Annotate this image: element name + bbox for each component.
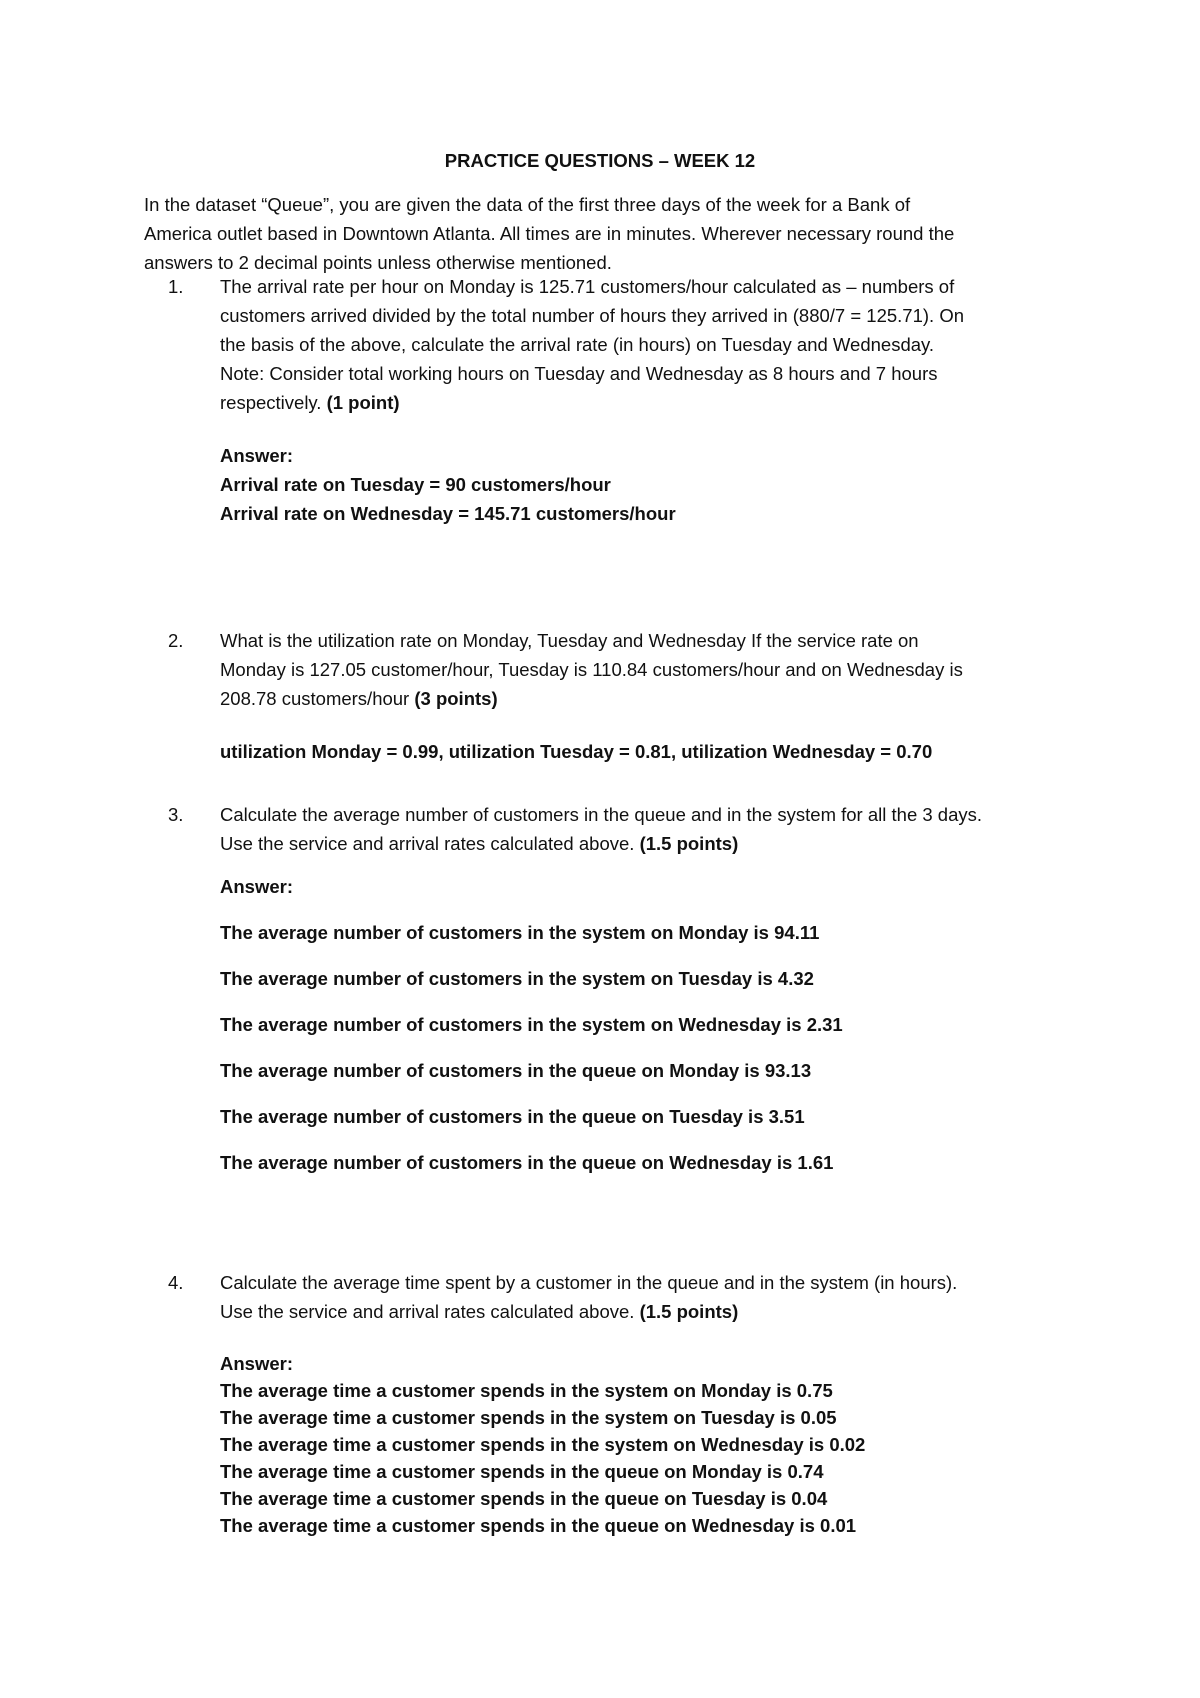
answer-line: Arrival rate on Tuesday = 90 customers/hour bbox=[220, 474, 611, 495]
question-line: Monday is 127.05 customer/hour, Tuesday is 110.84 customers/hour and on Wednesday is bbox=[220, 659, 963, 680]
question-line: Calculate the average time spent by a customer in the queue and in the system (in hours). bbox=[220, 1272, 958, 1293]
intro-paragraph bbox=[144, 190, 1064, 277]
answer-label: Answer: bbox=[220, 1353, 293, 1374]
question-text: Use the service and arrival rates calculated above. bbox=[220, 1301, 640, 1322]
page-title: PRACTICE QUESTIONS – WEEK 12 bbox=[444, 150, 756, 171]
answer-line: The average time a customer spends in the system on Tuesday is 0.05 bbox=[220, 1407, 837, 1428]
answer-label: Answer: bbox=[220, 876, 293, 897]
question-line: Calculate the average number of customers in the queue and in the system for all the 3 days. bbox=[220, 804, 983, 825]
answer-block bbox=[220, 1350, 1070, 1539]
question-body bbox=[220, 1268, 1070, 1539]
question-text: Use the service and arrival rates calculated above. bbox=[220, 833, 640, 854]
answer-block bbox=[220, 872, 1070, 1177]
answer-line: The average time a customer spends in the system on Monday is 0.75 bbox=[220, 1380, 833, 1401]
question-line: What is the utilization rate on Monday, Tuesday and Wednesday If the service rate on bbox=[220, 630, 919, 651]
question-line: the basis of the above, calculate the arrival rate (in hours) on Tuesday and Wednesday. bbox=[220, 334, 935, 355]
answer-line: utilization Monday = 0.99, utilization Tuesday = 0.81, utilization Wednesday = 0.70 bbox=[220, 741, 933, 762]
question-line bbox=[220, 684, 1070, 713]
question-number: 1. bbox=[168, 276, 184, 297]
answer-line: The average time a customer spends in the queue on Monday is 0.74 bbox=[220, 1461, 824, 1482]
answer-line: Arrival rate on Wednesday = 145.71 customers/hour bbox=[220, 503, 676, 524]
answer-line: The average number of customers in the queue on Monday is 93.13 bbox=[220, 1060, 812, 1081]
points-label: (1.5 points) bbox=[639, 833, 739, 854]
question-number: 2. bbox=[168, 630, 184, 651]
answer-line: The average time a customer spends in the queue on Wednesday is 0.01 bbox=[220, 1515, 857, 1536]
answer-line: The average number of customers in the system on Tuesday is 4.32 bbox=[220, 968, 814, 989]
answer-label: Answer: bbox=[220, 445, 293, 466]
question-line: Note: Consider total working hours on Tuesday and Wednesday as 8 hours and 7 hours bbox=[220, 363, 938, 384]
question-line bbox=[220, 1297, 1070, 1326]
question-line bbox=[220, 388, 1070, 417]
question-body bbox=[220, 800, 1070, 1194]
question-number: 3. bbox=[168, 804, 184, 825]
question-body bbox=[220, 272, 1070, 528]
answer-line: The average number of customers in the queue on Wednesday is 1.61 bbox=[220, 1152, 834, 1173]
answer-line: The average number of customers in the queue on Tuesday is 3.51 bbox=[220, 1106, 805, 1127]
question-body bbox=[220, 626, 1070, 766]
answer-line: The average number of customers in the system on Wednesday is 2.31 bbox=[220, 1014, 843, 1035]
intro-line: America outlet based in Downtown Atlanta. All times are in minutes. Wherever necessary round the bbox=[144, 223, 955, 244]
intro-line: answers to 2 decimal points unless otherwise mentioned. bbox=[144, 252, 612, 273]
answer-line: The average time a customer spends in the system on Wednesday is 0.02 bbox=[220, 1434, 866, 1455]
answer-line: The average number of customers in the system on Monday is 94.11 bbox=[220, 922, 820, 943]
question-line bbox=[220, 829, 1070, 858]
question-number: 4. bbox=[168, 1272, 184, 1293]
answer-line: The average time a customer spends in the queue on Tuesday is 0.04 bbox=[220, 1488, 828, 1509]
points-label: (3 points) bbox=[414, 688, 498, 709]
points-label: (1.5 points) bbox=[639, 1301, 739, 1322]
question-text: respectively. bbox=[220, 392, 327, 413]
points-label: (1 point) bbox=[326, 392, 400, 413]
question-text: 208.78 customers/hour bbox=[220, 688, 415, 709]
question-line: The arrival rate per hour on Monday is 125.71 customers/hour calculated as – numbers of bbox=[220, 276, 955, 297]
intro-line: In the dataset “Queue”, you are given the data of the first three days of the week for a Bank of bbox=[144, 194, 911, 215]
question-line: customers arrived divided by the total number of hours they arrived in (880/7 = 125.71). On bbox=[220, 305, 964, 326]
